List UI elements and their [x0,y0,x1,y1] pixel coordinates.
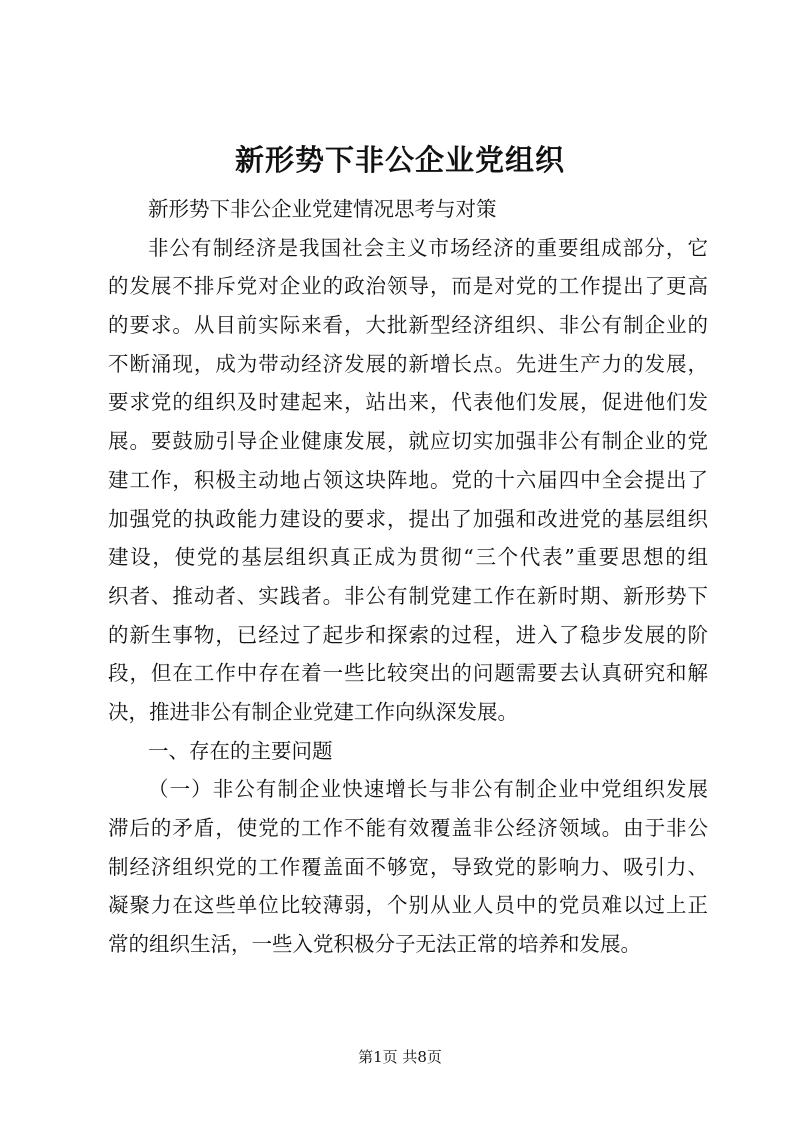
paragraph-line: 非公有制经济是我国社会主义市场经济的重要组成部分，它 [148,235,708,260]
paragraph-line: 凝聚力在这些单位比较薄弱，个别从业人员中的党员难以过上正 [108,893,708,918]
paragraph-line: 的新生事物，已经过了起步和探索的过程，进入了稳步发展的阶 [108,622,708,647]
paragraph-line: 不断涌现，成为带动经济发展的新增长点。先进生产力的发展， [108,351,708,376]
paragraph-line: 织者、推动者、实践者。非公有制党建工作在新时期、新形势下 [108,583,708,608]
document-body [108,190,708,964]
paragraph-line: 滞后的矛盾，使党的工作不能有效覆盖非公经济领域。由于非公 [108,816,708,840]
paragraph-line: 的要求。从目前实际来看，大批新型经济组织、非公有制企业的 [108,313,708,338]
paragraph-line: （一）非公有制企业快速增长与非公有制企业中党组织发展 [148,777,708,802]
paragraph-line: 常的组织生活，一些入党积极分子无法正常的培养和发展。 [108,932,641,957]
page-number: 第1页 共8页 [358,1048,442,1066]
paragraph-line: 的发展不排斥党对企业的政治领导，而是对党的工作提出了更高 [108,274,708,299]
section-heading: 一、存在的主要问题 [148,738,333,763]
paragraph-line: 制经济组织党的工作覆盖面不够宽，导致党的影响力、吸引力、 [108,854,708,879]
paragraph-line: 加强党的执政能力建设的要求，提出了加强和改进党的基层组织 [108,506,708,531]
paragraph-line: 建设，使党的基层组织真正成为贯彻“三个代表”重要思想的组 [108,545,708,570]
document-title: 新形势下非公企业党组织 [234,143,565,177]
paragraph-line: 展。要鼓励引导企业健康发展，就应切实加强非公有制企业的党 [108,429,708,454]
paragraph-line: 决，推进非公有制企业党建工作向纵深发展。 [108,699,518,724]
paragraph-line: 段，但在工作中存在着一些比较突出的问题需要去认真研究和解 [108,661,708,686]
paragraph-line: 要求党的组织及时建起来，站出来，代表他们发展，促进他们发 [108,390,708,415]
paragraph-line: 建工作，积极主动地占领这块阵地。党的十六届四中全会提出了 [108,467,708,492]
document-subtitle: 新形势下非公企业党建情况思考与对策 [148,197,497,221]
